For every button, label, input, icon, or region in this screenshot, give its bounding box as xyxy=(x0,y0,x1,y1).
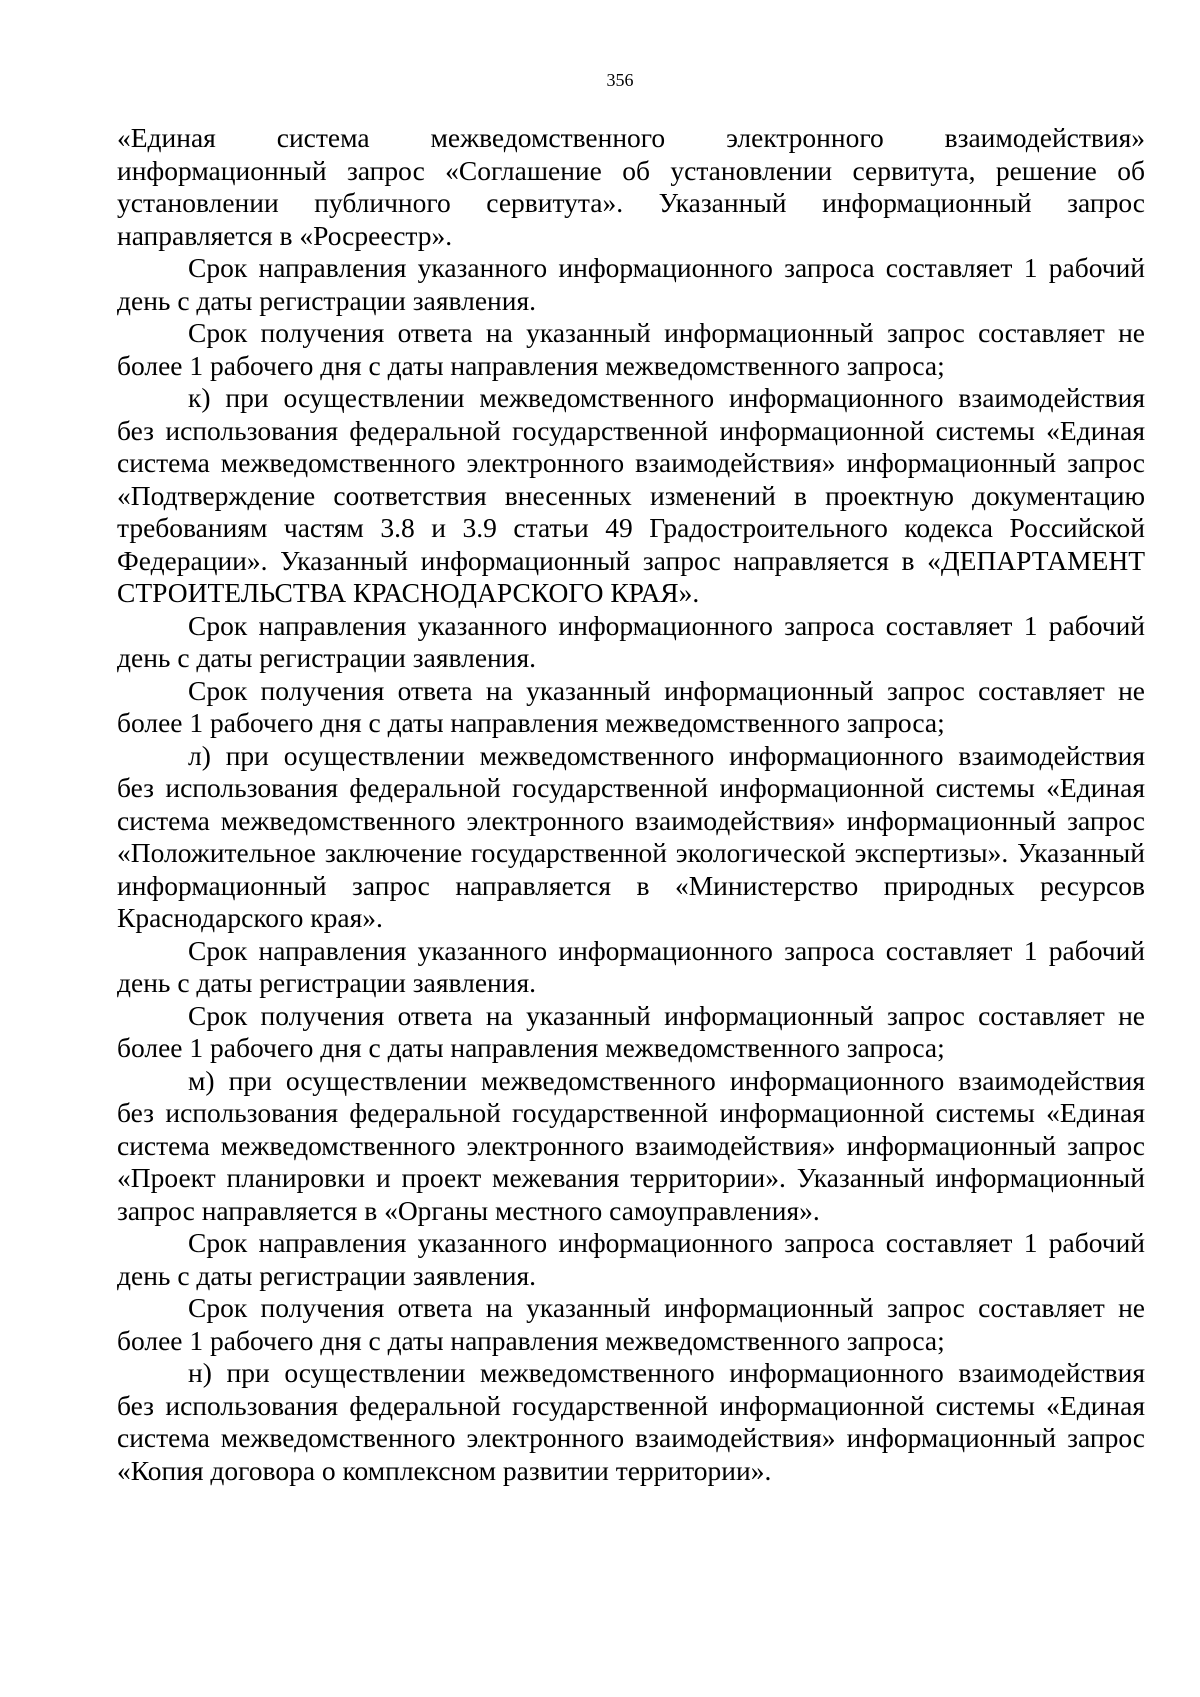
document-body xyxy=(117,122,1145,1487)
paragraph: л) при осуществлении межведомственного информационного взаимодействия без использования федеральной государственной информационной системы «Единая система межведомственного электронного взаимодействия» информационный запрос «Положительное заключение государственной экологической экспертизы». Указанный информационный запрос направляется в «Министерство природных ресурсов Краснодарского края». xyxy=(117,739,1145,933)
paragraph: м) при осуществлении межведомственного информационного взаимодействия без использования федеральной государственной информационной системы «Единая система межведомственного электронного взаимодействия» информационный запрос «Проект планировки и проект межевания территории». Указанный информационный запрос направляется в «Органы местного самоуправления». xyxy=(117,1064,1145,1226)
paragraph: Срок направления указанного информационного запроса составляет 1 рабочий день с даты регистрации заявления. xyxy=(117,1227,1145,1291)
paragraph: Срок получения ответа на указанный информационный запрос составляет не более 1 рабочего дня с даты направления межведомственного запроса; xyxy=(117,999,1145,1063)
paragraph: Срок направления указанного информационного запроса составляет 1 рабочий день с даты регистрации заявления. xyxy=(117,934,1145,998)
paragraph: Срок получения ответа на указанный информационный запрос составляет не более 1 рабочего дня с даты направления межведомственного запроса; xyxy=(117,674,1145,738)
paragraph: к) при осуществлении межведомственного информационного взаимодействия без использования федеральной государственной информационной системы «Единая система межведомственного электронного взаимодействия» информационный запрос «Подтверждение соответствия внесенных изменений в проектную документацию требованиям частям 3.8 и 3.9 статьи 49 Градостроительного кодекса Российской Федерации». Указанный информационный запрос направляется в «ДЕПАРТАМЕНТ СТРОИТЕЛЬСТВА КРАСНОДАРСКОГО КРАЯ». xyxy=(117,382,1145,608)
paragraph: Срок направления указанного информационного запроса составляет 1 рабочий день с даты регистрации заявления. xyxy=(117,252,1145,316)
page-number: 356 xyxy=(606,70,634,90)
paragraph: «Единая система межведомственного электронного взаимодействия» информационный запрос «Соглашение об установлении сервитута, решение об установлении публичного сервитута». Указанный информационный запрос направляется в «Росреестр». xyxy=(117,122,1145,251)
paragraph: н) при осуществлении межведомственного информационного взаимодействия без использования федеральной государственной информационной системы «Единая система межведомственного электронного взаимодействия» информационный запрос «Копия договора о комплексном развитии территории». xyxy=(117,1357,1145,1486)
paragraph: Срок получения ответа на указанный информационный запрос составляет не более 1 рабочего дня с даты направления межведомственного запроса; xyxy=(117,317,1145,381)
paragraph: Срок направления указанного информационного запроса составляет 1 рабочий день с даты регистрации заявления. xyxy=(117,609,1145,673)
paragraph: Срок получения ответа на указанный информационный запрос составляет не более 1 рабочего дня с даты направления межведомственного запроса; xyxy=(117,1292,1145,1356)
